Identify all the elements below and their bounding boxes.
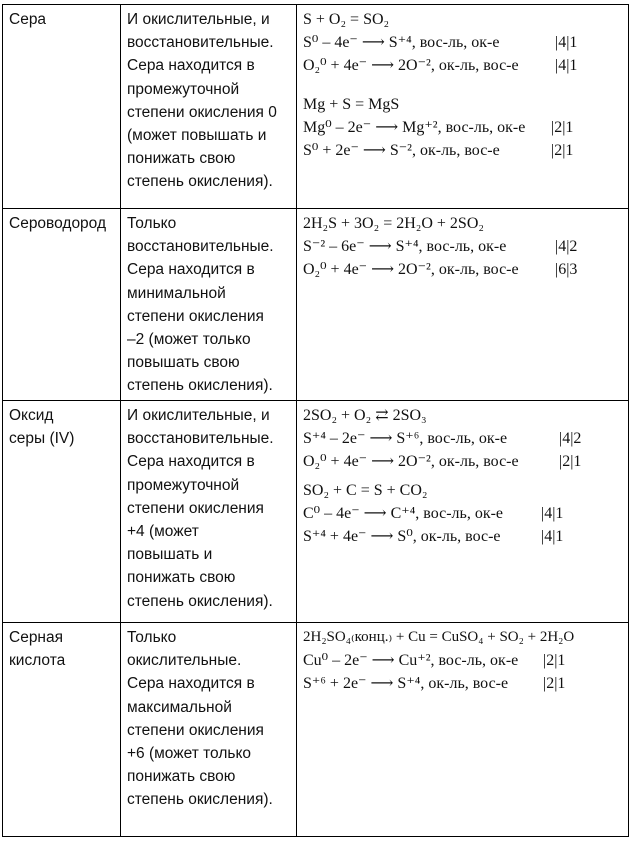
description-line: понижать свою [127,150,236,168]
electron-balance-ratio: |2|1 [543,652,566,669]
reactions-cell [297,209,629,401]
description-line: Сера находится в [127,453,255,471]
properties-description [127,212,290,398]
electron-balance-ratio: |2|1 [551,142,574,159]
description-line: (может повышать и [127,127,267,145]
properties-cell [121,401,297,623]
description-line: И окислительные, и [127,11,270,28]
electron-balance-ratio: |6|3 [555,261,578,278]
reaction-equation: Mg + S = MgS [303,96,400,113]
compound-name-cell [3,623,121,837]
half-reaction-text: S⁺⁴ + 4e⁻ ⟶ S⁰, ок-ль, вос-е [303,528,501,545]
compound-name: Оксид [9,407,54,424]
properties-description [127,626,290,812]
compound-name: Серная [9,629,64,646]
electron-balance-ratio: |4|1 [541,528,564,545]
electron-balance-ratio: |4|1 [555,57,578,74]
compound-name: Сера [9,11,47,28]
description-line: Только [127,215,177,232]
reaction-equation: 2SO₂ + O₂ ⇄ 2SO₃ [303,407,427,424]
half-reaction-text: S⁰ + 2e⁻ ⟶ S⁻², ок-ль, вос-е [303,142,500,159]
half-reaction [303,450,622,473]
description-line: +4 (может [127,523,199,541]
half-reaction [303,31,622,54]
description-line: промежуточной [127,476,240,494]
compound-name: Сероводород [9,215,107,232]
description-line: восстановительные. [127,34,274,52]
description-line: минимальной [127,284,226,302]
half-reaction [303,54,622,77]
description-line: степень окисления). [127,377,273,395]
half-reaction [303,525,622,548]
properties-description [127,404,290,613]
half-reaction [303,116,622,139]
properties-cell [121,209,297,401]
electron-balance-ratio: |4|1 [555,34,578,51]
electron-balance-ratio: |4|2 [555,238,578,255]
reaction-equation: SO₂ + C = S + CO₂ [303,482,428,499]
compound-name: серы (IV) [9,430,75,448]
reactions-cell [297,623,629,837]
compound-name-cell [3,401,121,623]
compound-name-cell [3,209,121,401]
table-row [3,623,629,837]
half-reaction [303,235,622,258]
half-reaction [303,258,622,281]
description-line: степени окисления [127,721,264,739]
electron-balance-ratio: |2|1 [551,119,574,136]
half-reaction-text: O₂⁰ + 4e⁻ ⟶ 2O⁻², ок-ль, вос-е [303,57,519,74]
reactions-block [303,626,622,695]
description-line: понижать свою [127,569,236,587]
description-line: И окислительные, и [127,407,270,424]
properties-description [127,8,290,194]
half-reaction-text: S⁻² – 6e⁻ ⟶ S⁺⁴, вос-ль, ок-е [303,238,507,255]
description-line: Сера находится в [127,675,255,693]
description-line: степень окисления). [127,791,273,809]
half-reaction [303,502,622,525]
half-reaction-text: Mg⁰ – 2e⁻ ⟶ Mg⁺², вос-ль, ок-е [303,119,526,136]
description-line: понижать свою [127,768,236,786]
electron-balance-ratio: |2|1 [559,453,582,470]
description-line: промежуточной [127,80,240,98]
reactions-block [303,8,622,162]
half-reaction [303,672,622,695]
description-line: Сера находится в [127,57,255,75]
reactions-block [303,212,622,281]
description-line: степени окисления [127,307,264,325]
half-reaction-text: C⁰ – 4e⁻ ⟶ C⁺⁴, вос-ль, ок-е [303,505,504,522]
reactions-block [303,404,622,548]
electron-balance-ratio: |4|2 [559,430,582,447]
half-reaction-text: S⁰ – 4e⁻ ⟶ S⁺⁴, вос-ль, ок-е [303,34,500,51]
description-line: максимальной [127,698,232,716]
electron-balance-ratio: |4|1 [541,505,564,522]
table-row [3,5,629,209]
table-row [3,209,629,401]
reaction-equation: S + O₂ = SO₂ [303,11,390,28]
compound-name-cell [3,5,121,209]
half-reaction [303,649,622,672]
half-reaction-text: O₂⁰ + 4e⁻ ⟶ 2O⁻², ок-ль, вос-е [303,261,519,278]
table-row [3,401,629,623]
reaction-equation: 2H₂S + 3O₂ = 2H₂O + 2SO₂ [303,215,484,232]
sulfur-compounds-table [2,4,629,837]
description-line: степень окисления). [127,592,273,610]
description-line: –2 (может только [127,331,251,349]
half-reaction [303,139,622,162]
properties-cell [121,623,297,837]
half-reaction [303,427,622,450]
reactions-cell [297,5,629,209]
half-reaction-text: O₂⁰ + 4e⁻ ⟶ 2O⁻², ок-ль, вос-е [303,453,519,470]
description-line: степени окисления [127,499,264,517]
half-reaction-text: S⁺⁶ + 2e⁻ ⟶ S⁺⁴, ок-ль, вос-е [303,675,509,692]
reactions-cell [297,401,629,623]
description-line: Сера находится в [127,261,255,279]
description-line: повышать свою [127,354,240,372]
reaction-equation: 2H₂SO₄₍конц.₎ + Cu = CuSO₄ + SO₂ + 2H₂O [303,629,575,645]
description-line: +6 (может только [127,745,252,763]
description-line: повышать и [127,546,213,564]
description-line: степени окисления 0 [127,103,277,121]
description-line: восстановительные. [127,430,274,448]
half-reaction-text: Cu⁰ – 2e⁻ ⟶ Cu⁺², вос-ль, ок-е [303,652,519,669]
electron-balance-ratio: |2|1 [543,675,566,692]
compound-name: кислота [9,652,66,670]
properties-cell [121,5,297,209]
half-reaction-text: S⁺⁴ – 2e⁻ ⟶ S⁺⁶, вос-ль, ок-е [303,430,508,447]
description-line: восстановительные. [127,238,274,256]
description-line: окислительные. [127,652,242,670]
description-line: Только [127,629,177,646]
description-line: степень окисления). [127,173,273,191]
